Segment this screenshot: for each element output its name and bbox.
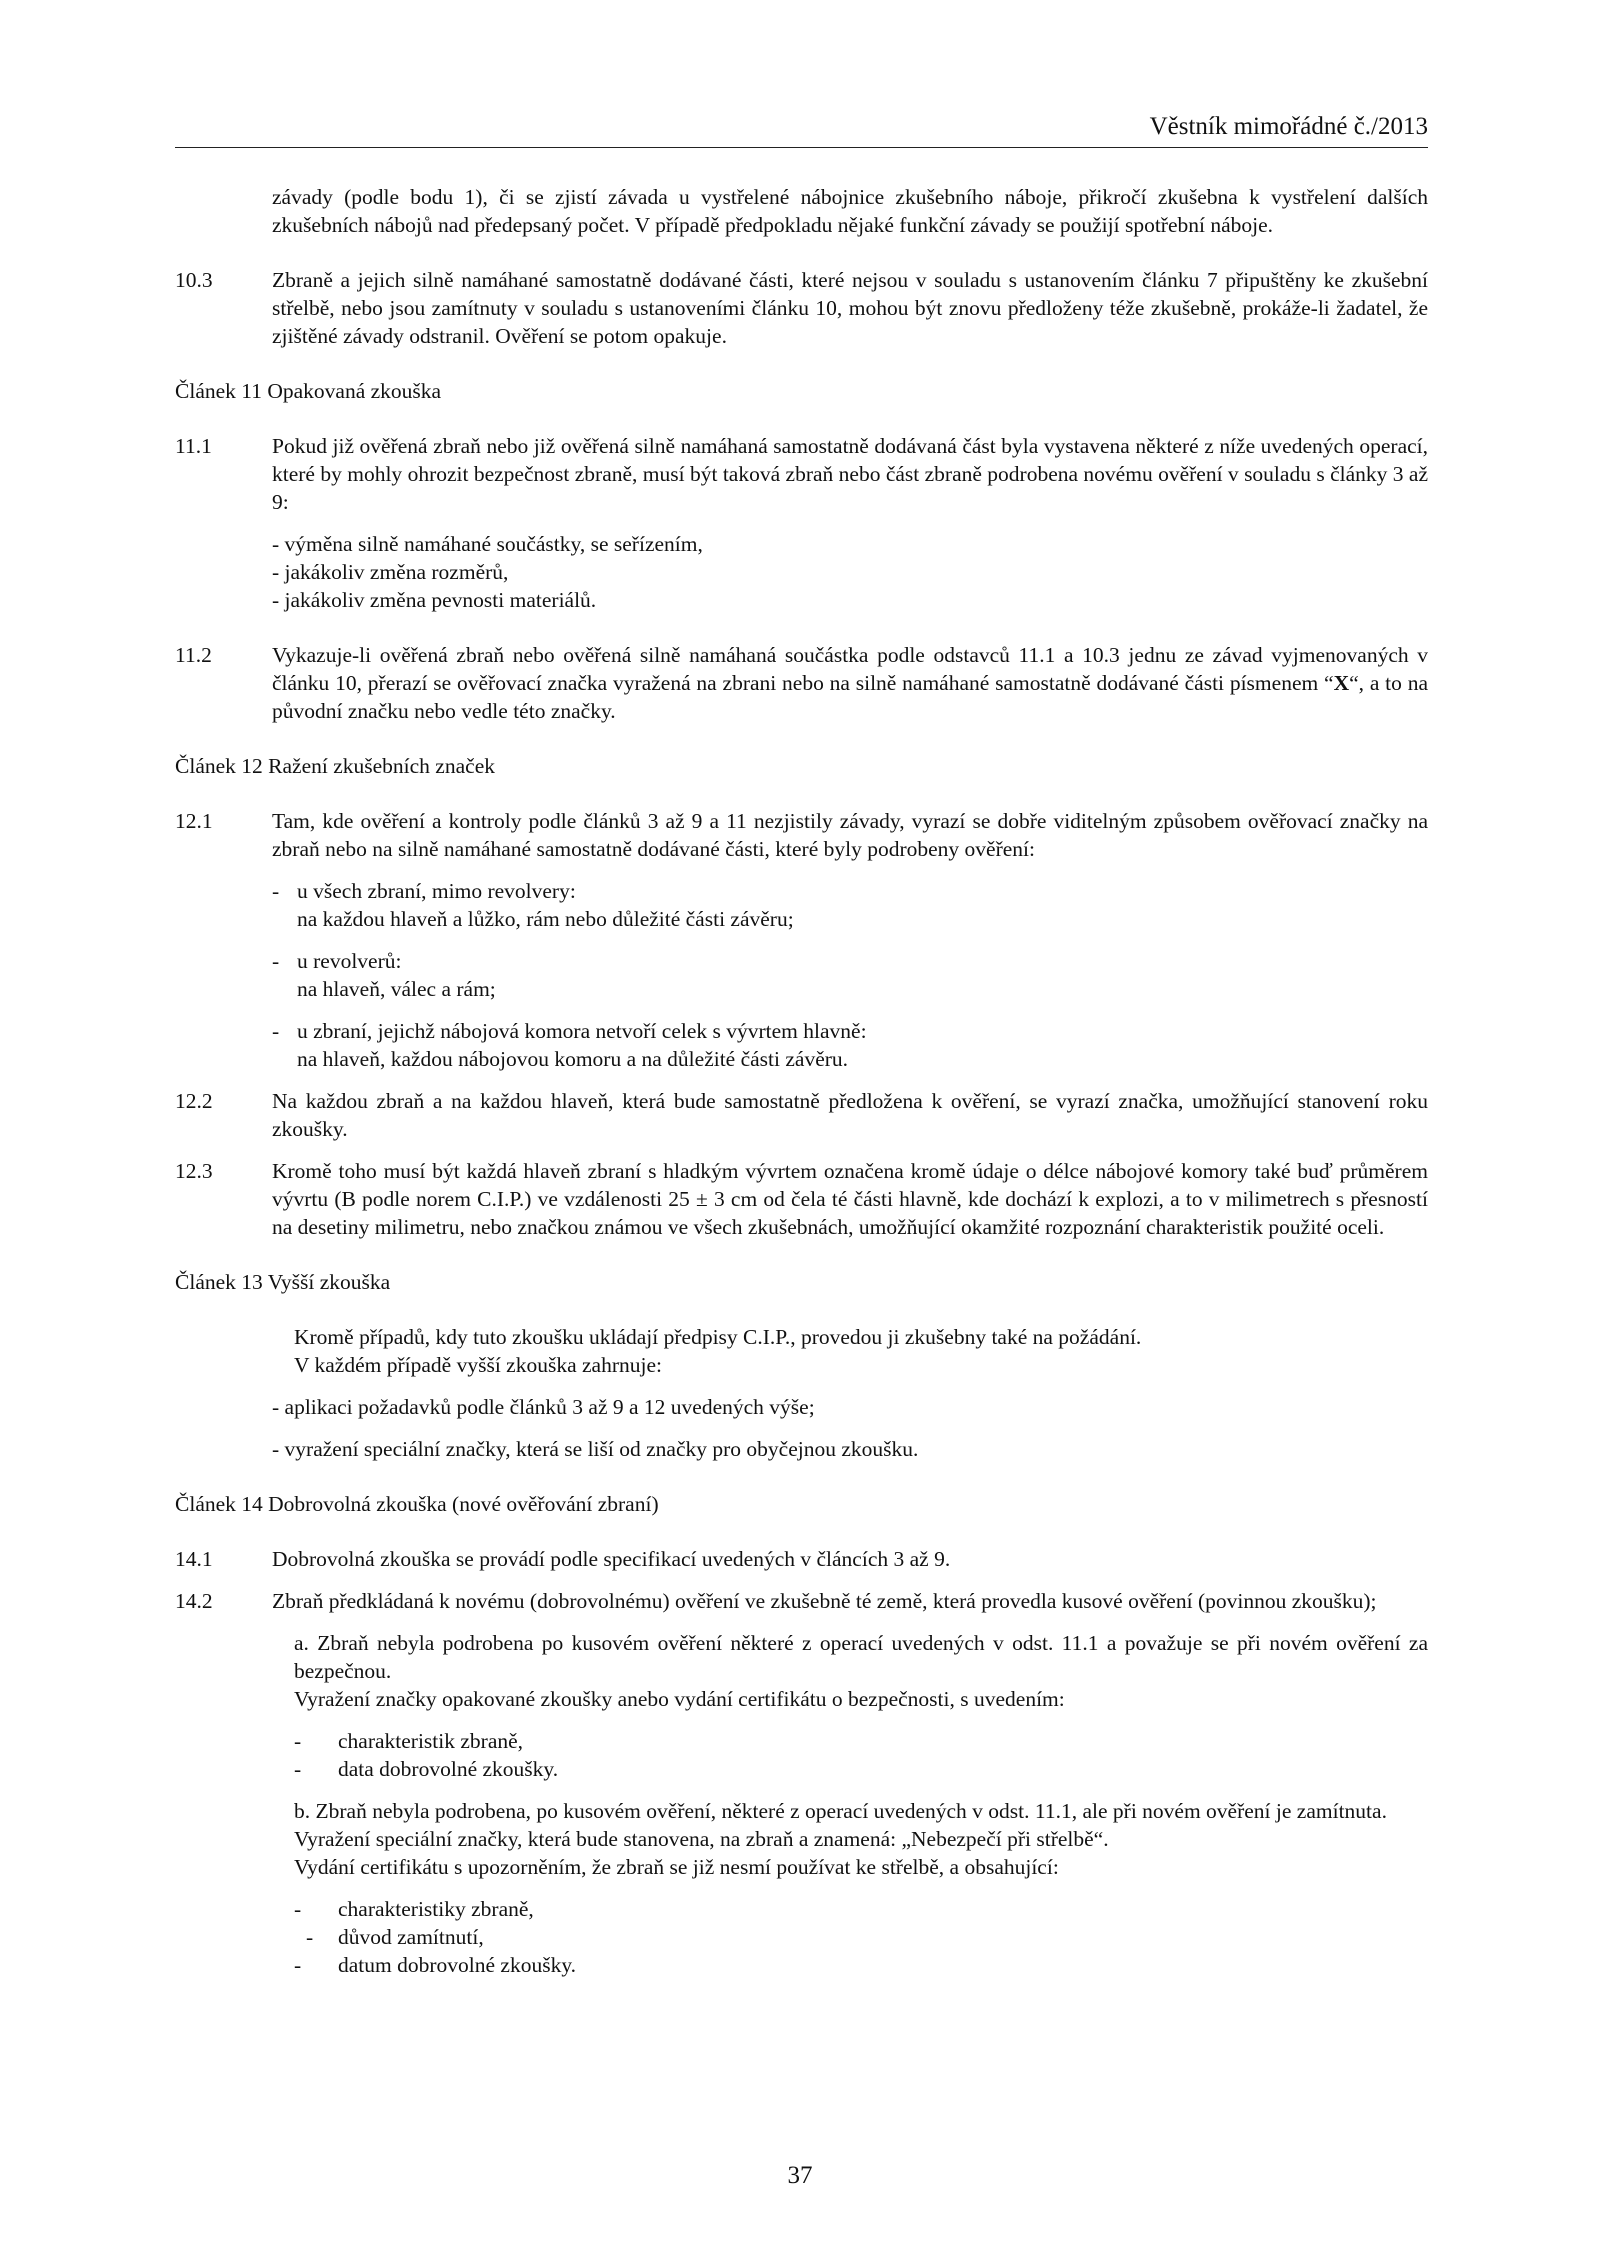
paragraph-number: 12.2 <box>175 1089 213 1113</box>
list-item: - charakteristiky zbraně, <box>294 1897 534 1921</box>
journal-title: Věstník mimořádné č./2013 <box>1149 113 1428 140</box>
paragraph-number: 12.3 <box>175 1159 213 1183</box>
paragraph-number: 14.2 <box>175 1589 213 1613</box>
list-item: - charakteristik zbraně, <box>294 1729 524 1753</box>
page-number: 37 <box>787 2162 813 2189</box>
paragraph-text: Tam, kde ověření a kontroly podle článků 3 až 9 a 11 nezjistily závady, vyrazí se dobře viditelným způsobem ověřovací značky na zbraň nebo na silně namáhané samostatně dodávané části, které byly podrobeny ověření: <box>272 809 1428 861</box>
article-13-text: V každém případě vyšší zkouška zahrnuje: <box>294 1353 662 1377</box>
paragraph-10-3 <box>175 266 1428 350</box>
paragraph-11-2 <box>175 641 1428 725</box>
paragraph-11-1 <box>175 432 1428 614</box>
text-before: Vykazuje-li ověřená zbraň nebo ověřená silně namáhaná součástka podle odstavců 11.1 a 10.3 jednu ze závad vyjmenovaných v článku 10, přerazí se ověřovací značka vyražená na zbrani nebo na silně namáhané samostatně dodávané části písmenem “ <box>272 643 1428 695</box>
paragraph-12-2 <box>175 1087 1428 1143</box>
list-item: - vyražení speciální značky, která se liší od značky pro obyčejnou zkoušku. <box>272 1437 919 1461</box>
article-13-heading: Článek 13 Vyšší zkouška <box>175 1270 391 1294</box>
paragraph-number: 10.3 <box>175 268 213 292</box>
mark-letter: X <box>1333 671 1350 695</box>
list-item: - u všech zbraní, mimo revolvery: na každou hlaveň a lůžko, rám nebo důležité části závěru; <box>272 879 794 931</box>
article-12-heading: Článek 12 Ražení zkušebních značek <box>175 754 495 778</box>
list-item: - data dobrovolné zkoušky. <box>294 1757 559 1781</box>
list-item: - jakákoliv změna pevnosti materiálů. <box>272 588 597 612</box>
intro-paragraph: závady (podle bodu 1), či se zjistí závada u vystřelené nábojnice zkušebního náboje, přikročí zkušebna k vystřelení dalších zkušebních nábojů nad předepsaný počet. V případě předpokladu nějaké funkční závady se použijí spotřební náboje. <box>272 185 1428 237</box>
page-header <box>175 112 1428 148</box>
paragraph-number: 12.1 <box>175 809 213 833</box>
list-item: - u zbraní, jejichž nábojová komora netvoří celek s vývrtem hlavně: na hlaveň, každou nábojovou komoru a na důležité části závěru. <box>272 1019 867 1071</box>
paragraph-text: Pokud již ověřená zbraň nebo již ověřená silně namáhaná samostatně dodávaná část byla vystavena některé z níže uvedených operací, které by mohly ohrozit bezpečnost zbraně, musí být taková zbraň nebo část zbraně podrobena novému ověření v souladu s články 3 až 9: <box>272 434 1428 514</box>
paragraph-12-3 <box>175 1157 1428 1241</box>
paragraph-text: Zbraň předkládaná k novému (dobrovolnému) ověření ve zkušebně té země, která provedla kusové ověření (povinnou zkoušku); <box>272 1589 1377 1613</box>
paragraph-text: Zbraně a jejich silně namáhané samostatně dodávané části, které nejsou v souladu s ustanovením článku 7 připuštěny ke zkušební střelbě, nebo jsou zamítnuty v souladu s ustanoveními článku 10, mohou být znovu předloženy téže zkušebně, prokáže-li žadatel, že zjištěné závady odstranil. Ověření se potom opakuje. <box>272 268 1428 348</box>
list-item: - důvod zamítnutí, <box>306 1925 484 1949</box>
list-item: - jakákoliv změna rozměrů, <box>272 560 509 584</box>
list-item: - výměna silně namáhané součástky, se seřízením, <box>272 532 703 556</box>
paragraph-12-1 <box>175 807 1428 1073</box>
paragraph-text: Dobrovolná zkouška se provádí podle specifikací uvedených v článcích 3 až 9. <box>272 1547 951 1571</box>
paragraph-number: 14.1 <box>175 1547 213 1571</box>
article-13-text: Kromě případů, kdy tuto zkoušku ukládají předpisy C.I.P., provedou ji zkušebny také na požádání. <box>294 1325 1142 1349</box>
subparagraph-b: b. Zbraň nebyla podrobena, po kusovém ověření, některé z operací uvedených v odst. 11.1, ale při novém ověření je zamítnuta. Vyražení speciální značky, která bude stanovena, na zbraň a znamená: „Nebezpečí při střelbě“. Vydání certifikátu s upozorněním, že zbraň se již nesmí používat ke střelbě, a obsahující: <box>294 1799 1387 1879</box>
paragraph-text: Na každou zbraň a na každou hlaveň, která bude samostatně předložena k ověření, se vyrazí značka, umožňující stanovení roku zkoušky. <box>272 1089 1428 1141</box>
paragraph-text <box>272 641 1428 725</box>
paragraph-14-1 <box>175 1545 1428 1573</box>
list-item: - datum dobrovolné zkoušky. <box>294 1953 577 1977</box>
paragraph-14-2 <box>175 1587 1428 1979</box>
article-14-heading: Článek 14 Dobrovolná zkouška (nové ověřování zbraní) <box>175 1492 659 1516</box>
operation-list <box>272 530 1428 614</box>
paragraph-text: Kromě toho musí být každá hlaveň zbraní s hladkým vývrtem označena kromě údaje o délce nábojové komory také buď průměrem vývrtu (B podle norem C.I.P.) ve vzdálenosti 25 ± 3 cm od čela té části hlavně, kde dochází k explozi, a to v milimetrech s přesností na desetiny milimetru, nebo značkou známou ve všech zkušebnách, umožňující okamžité rozpoznání charakteristik použité oceli. <box>272 1159 1428 1239</box>
paragraph-number: 11.2 <box>175 643 212 667</box>
text-after: “, a to na původní značku nebo vedle této značky. <box>272 671 1428 723</box>
article-11-heading: Článek 11 Opakovaná zkouška <box>175 379 442 403</box>
list-item: - u revolverů: na hlaveň, válec a rám; <box>272 949 496 1001</box>
page-content <box>175 183 1428 1979</box>
subparagraph-a: a. Zbraň nebyla podrobena po kusovém ověření některé z operací uvedených v odst. 11.1 a považuje se při novém ověření za bezpečnou. Vyražení značky opakované zkoušky anebo vydání certifikátu o bezpečnosti, s uvedením: <box>294 1631 1428 1711</box>
paragraph-number: 11.1 <box>175 434 212 458</box>
list-item: - aplikaci požadavků podle článků 3 až 9 a 12 uvedených výše; <box>272 1395 815 1419</box>
